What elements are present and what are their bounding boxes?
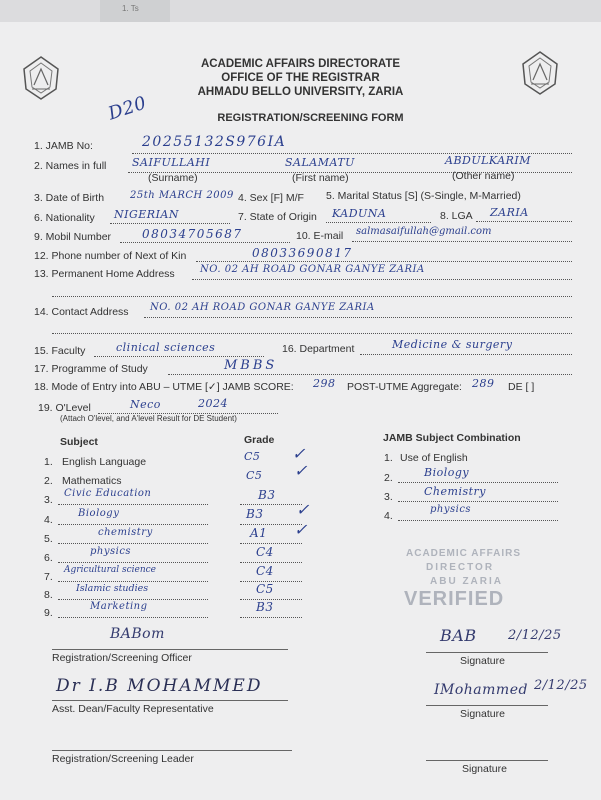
home-address-value: NO. 02 AH ROAD GONAR GANYE ZARIA — [200, 264, 425, 275]
other-name-value: ABDULKARIM — [445, 154, 532, 167]
subject-header: Subject — [60, 436, 98, 448]
olevel-row-num: 8. — [44, 589, 53, 601]
olevel-subject-line — [58, 562, 208, 563]
post-utme-value: 289 — [472, 377, 495, 390]
olevel-row-num: 1. — [44, 456, 53, 468]
contact-address-label: 14. Contact Address — [34, 306, 129, 318]
sex-label: 4. Sex [F] M/F — [238, 192, 304, 204]
home-address-line — [192, 279, 572, 280]
olevel-row-subject: Islamic studies — [76, 583, 149, 594]
jamb-row-subject: physics — [430, 504, 472, 515]
officer-signature-line — [52, 649, 288, 650]
grade-header: Grade — [244, 434, 275, 446]
olevel-exam: Neco — [130, 398, 161, 411]
state-label: 7. State of Origin — [238, 211, 317, 223]
kin-value: 08033690817 — [252, 246, 353, 260]
olevel-row-subject: Agricultural science — [64, 565, 157, 575]
olevel-label: 19. O'Level — [38, 402, 91, 414]
surname-caption: (Surname) — [148, 172, 198, 184]
signature-line-2 — [426, 705, 548, 706]
nationality-value: NIGERIAN — [114, 208, 179, 221]
programme-value: MBBS — [224, 358, 278, 373]
olevel-row-subject: Marketing — [90, 601, 148, 612]
olevel-row-subject: Mathematics — [62, 475, 122, 487]
department-label: 16. Department — [282, 343, 355, 355]
mobile-value: 08034705687 — [142, 227, 243, 241]
header-line-2: OFFICE OF THE REGISTRAR — [221, 72, 380, 84]
mode-of-entry-label: 18. Mode of Entry into ABU – UTME [✓] JAMB SCORE: — [34, 381, 294, 393]
home-address-label: 13. Permanent Home Address — [34, 268, 175, 280]
olevel-subject-line — [58, 524, 208, 525]
jamb-row-num: 1. — [384, 452, 393, 464]
jamb-row-subject: Use of English — [400, 452, 468, 464]
jamb-no-value: 20255132S976IA — [142, 134, 287, 150]
olevel-row-subject: English Language — [62, 456, 147, 468]
signature-line-3 — [426, 760, 548, 761]
mobile-label: 9. Mobil Number — [34, 231, 112, 243]
email-value: salmasaifullah@gmail.com — [356, 226, 492, 237]
dob-value: 25th MARCH 2009 — [130, 190, 234, 201]
names-label: 2. Names in full — [34, 160, 107, 172]
department-value: Medicine & surgery — [392, 338, 513, 351]
check-mark-icon: ✓ — [296, 500, 310, 519]
olevel-row-grade: C5 — [256, 582, 274, 596]
lga-line — [476, 221, 572, 222]
representative-name: Dr I.B MOHAMMED — [56, 676, 263, 696]
jamb-row-num: 2. — [384, 472, 393, 484]
olevel-grade-line — [240, 524, 302, 525]
stamp-line-4: VERIFIED — [404, 588, 505, 610]
programme-line — [168, 374, 572, 375]
officer-right-date: 2/12/25 — [508, 628, 562, 643]
olevel-row-grade: C4 — [256, 545, 274, 559]
top-paper-strip — [0, 0, 601, 22]
check-mark-icon: ✓ — [294, 461, 308, 480]
officer-right-signature: BAB — [440, 626, 477, 645]
form-title: REGISTRATION/SCREENING FORM — [217, 112, 404, 124]
olevel-grade-line — [240, 562, 302, 563]
email-label: 10. E-mail — [296, 230, 344, 242]
first-name-caption: (First name) — [292, 172, 349, 184]
other-name-caption: (Other name) — [452, 170, 515, 182]
olevel-grade-line — [240, 543, 302, 544]
home-address-line-2 — [52, 296, 572, 297]
olevel-row-num: 6. — [44, 552, 53, 564]
marital-label: 5. Marital Status [S] (S-Single, M-Married) — [326, 190, 521, 202]
olevel-row-num: 5. — [44, 533, 53, 545]
first-name-value: SALAMATU — [285, 156, 355, 169]
jamb-no-label: 1. JAMB No: — [34, 140, 93, 152]
post-utme-label: POST-UTME Aggregate: — [347, 381, 462, 393]
officer-label: Registration/Screening Officer — [52, 652, 192, 664]
faculty-value: clinical sciences — [116, 341, 216, 354]
jamb-row-num: 4. — [384, 510, 393, 522]
contact-address-line-2 — [52, 333, 572, 334]
olevel-row-subject: physics — [90, 546, 132, 557]
jamb-subject-line — [398, 501, 558, 502]
olevel-row-subject: Civic Education — [64, 488, 152, 499]
state-value: KADUNA — [332, 207, 387, 220]
olevel-row-num: 2. — [44, 475, 53, 487]
jamb-score-value: 298 — [313, 377, 336, 390]
olevel-subject-line — [58, 599, 208, 600]
olevel-row-subject: chemistry — [98, 527, 153, 538]
header-line-3: AHMADU BELLO UNIVERSITY, ZARIA — [197, 86, 404, 98]
signature-line-1 — [426, 652, 548, 653]
stamp-line-3: ABU ZARIA — [430, 576, 503, 587]
stamp-line-1: ACADEMIC AFFAIRS — [406, 548, 522, 559]
mobile-line — [120, 242, 290, 243]
olevel-row-num: 4. — [44, 514, 53, 526]
olevel-row-grade: A1 — [250, 526, 268, 540]
olevel-row-grade: C5 — [244, 450, 261, 463]
olevel-row-num: 9. — [44, 607, 53, 619]
olevel-row-num: 3. — [44, 494, 53, 506]
representative-signature-line — [52, 700, 288, 701]
olevel-year: 2024 — [198, 397, 228, 410]
signature-label-2: Signature — [460, 708, 505, 720]
lga-value: ZARIA — [490, 206, 529, 219]
jamb-row-subject: Chemistry — [424, 485, 486, 498]
header-line-1: ACADEMIC AFFAIRS DIRECTORATE — [200, 58, 401, 70]
jamb-row-num: 3. — [384, 491, 393, 503]
kin-line — [196, 261, 572, 262]
contact-address-value: NO. 02 AH ROAD GONAR GANYE ZARIA — [150, 302, 375, 313]
nationality-line — [110, 223, 230, 224]
de-label: DE [ ] — [508, 381, 535, 393]
leader-label: Registration/Screening Leader — [52, 753, 194, 765]
corner-note: 1. Ts — [122, 4, 139, 13]
state-line — [326, 222, 431, 223]
olevel-subject-line — [58, 581, 208, 582]
olevel-grade-line — [240, 617, 302, 618]
department-line — [360, 354, 572, 355]
olevel-row-grade: B3 — [256, 600, 274, 614]
programme-label: 17. Programme of Study — [34, 363, 148, 375]
olevel-row-grade: B3 — [258, 488, 276, 502]
email-line — [352, 241, 572, 242]
representative-right-signature: IMohammed — [434, 682, 528, 698]
olevel-grade-line — [240, 504, 302, 505]
signature-label-1: Signature — [460, 655, 505, 667]
olevel-subject-line — [58, 617, 208, 618]
olevel-row-grade: C5 — [246, 469, 263, 482]
olevel-row-grade: C4 — [256, 564, 274, 578]
faculty-line — [94, 356, 264, 357]
olevel-row-grade: B3 — [246, 507, 264, 521]
lga-label: 8. LGA — [440, 210, 473, 222]
check-mark-icon: ✓ — [294, 520, 308, 539]
stamp-line-2: DIRECTOR — [426, 562, 495, 573]
officer-signature: BABom — [110, 626, 165, 642]
top-handwriting: D20 — [105, 92, 150, 125]
olevel-note: (Attach O'level, and A'level Result for DE Student) — [60, 414, 237, 423]
olevel-subject-line — [58, 504, 208, 505]
nationality-label: 6. Nationality — [34, 212, 95, 224]
faculty-label: 15. Faculty — [34, 345, 86, 357]
check-mark-icon: ✓ — [292, 444, 306, 463]
contact-address-line — [144, 317, 572, 318]
leader-signature-line — [52, 750, 292, 751]
representative-right-date: 2/12/25 — [534, 678, 588, 693]
jamb-subject-line — [398, 520, 558, 521]
dob-label: 3. Date of Birth — [34, 192, 105, 204]
surname-value: SAIFULLAHI — [132, 156, 211, 169]
signature-label-3: Signature — [462, 763, 507, 775]
jamb-subject-line — [398, 482, 558, 483]
olevel-row-subject: Biology — [78, 508, 120, 519]
kin-label: 12. Phone number of Next of Kin — [34, 250, 187, 262]
representative-label: Asst. Dean/Faculty Representative — [52, 703, 214, 715]
jamb-row-subject: Biology — [424, 466, 470, 479]
jamb-combination-header: JAMB Subject Combination — [383, 432, 521, 444]
olevel-subject-line — [58, 543, 208, 544]
olevel-row-num: 7. — [44, 571, 53, 583]
